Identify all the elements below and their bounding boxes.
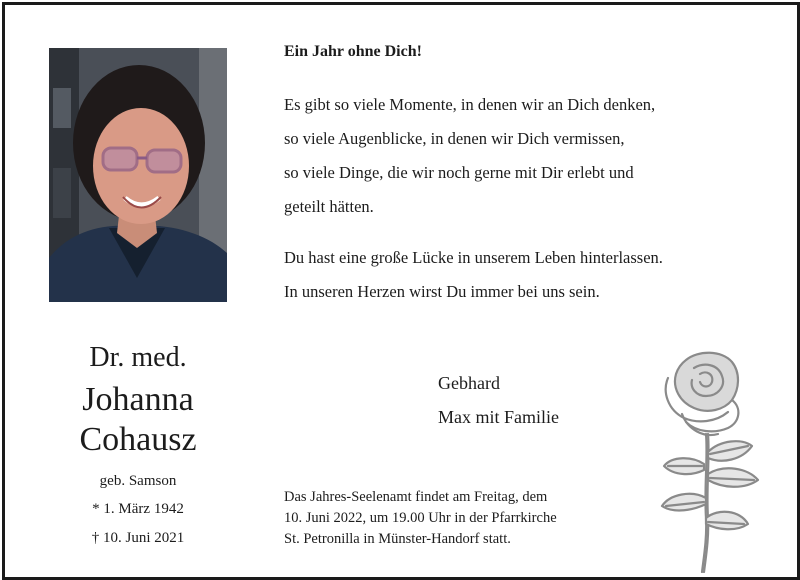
poem-line: Du hast eine große Lücke in unserem Leben hinterlassen. <box>284 248 663 267</box>
family-name: Cohausz <box>79 421 197 458</box>
notice-line: Das Jahres-Seelenamt findet am Freitag, dem <box>284 489 548 505</box>
poem-stanza-1 <box>284 88 655 224</box>
death-date: † 10. Juni 2021 <box>91 530 185 546</box>
given-name: Johanna <box>82 381 194 418</box>
notice-line: St. Petronilla in Münster-Handorf statt. <box>284 531 511 547</box>
poem-line: geteilt hätten. <box>284 197 374 216</box>
poem-line: Es gibt so viele Momente, in denen wir an Dich denken, <box>284 95 656 114</box>
poem-stanza-2 <box>284 241 663 309</box>
birth-name: geb. Samson <box>99 473 177 489</box>
headline: Ein Jahr ohne Dich! <box>284 43 422 60</box>
birth-date: * 1. März 1942 <box>92 501 184 517</box>
mourner-name: Max mit Familie <box>438 407 559 427</box>
rose-icon <box>648 348 770 573</box>
poem-line: so viele Augenblicke, in denen wir Dich vermissen, <box>284 129 625 148</box>
notice-line: 10. Juni 2022, um 19.00 Uhr in der Pfarrkirche <box>284 510 557 526</box>
poem-line: so viele Dinge, die wir noch gerne mit Dir erlebt und <box>284 163 634 182</box>
portrait-photo <box>49 48 227 302</box>
mourners <box>438 366 559 434</box>
poem-line: In unseren Herzen wirst Du immer bei uns sein. <box>284 282 600 301</box>
academic-title: Dr. med. <box>89 342 187 373</box>
service-notice <box>284 487 557 550</box>
mourner-name: Gebhard <box>438 373 500 393</box>
